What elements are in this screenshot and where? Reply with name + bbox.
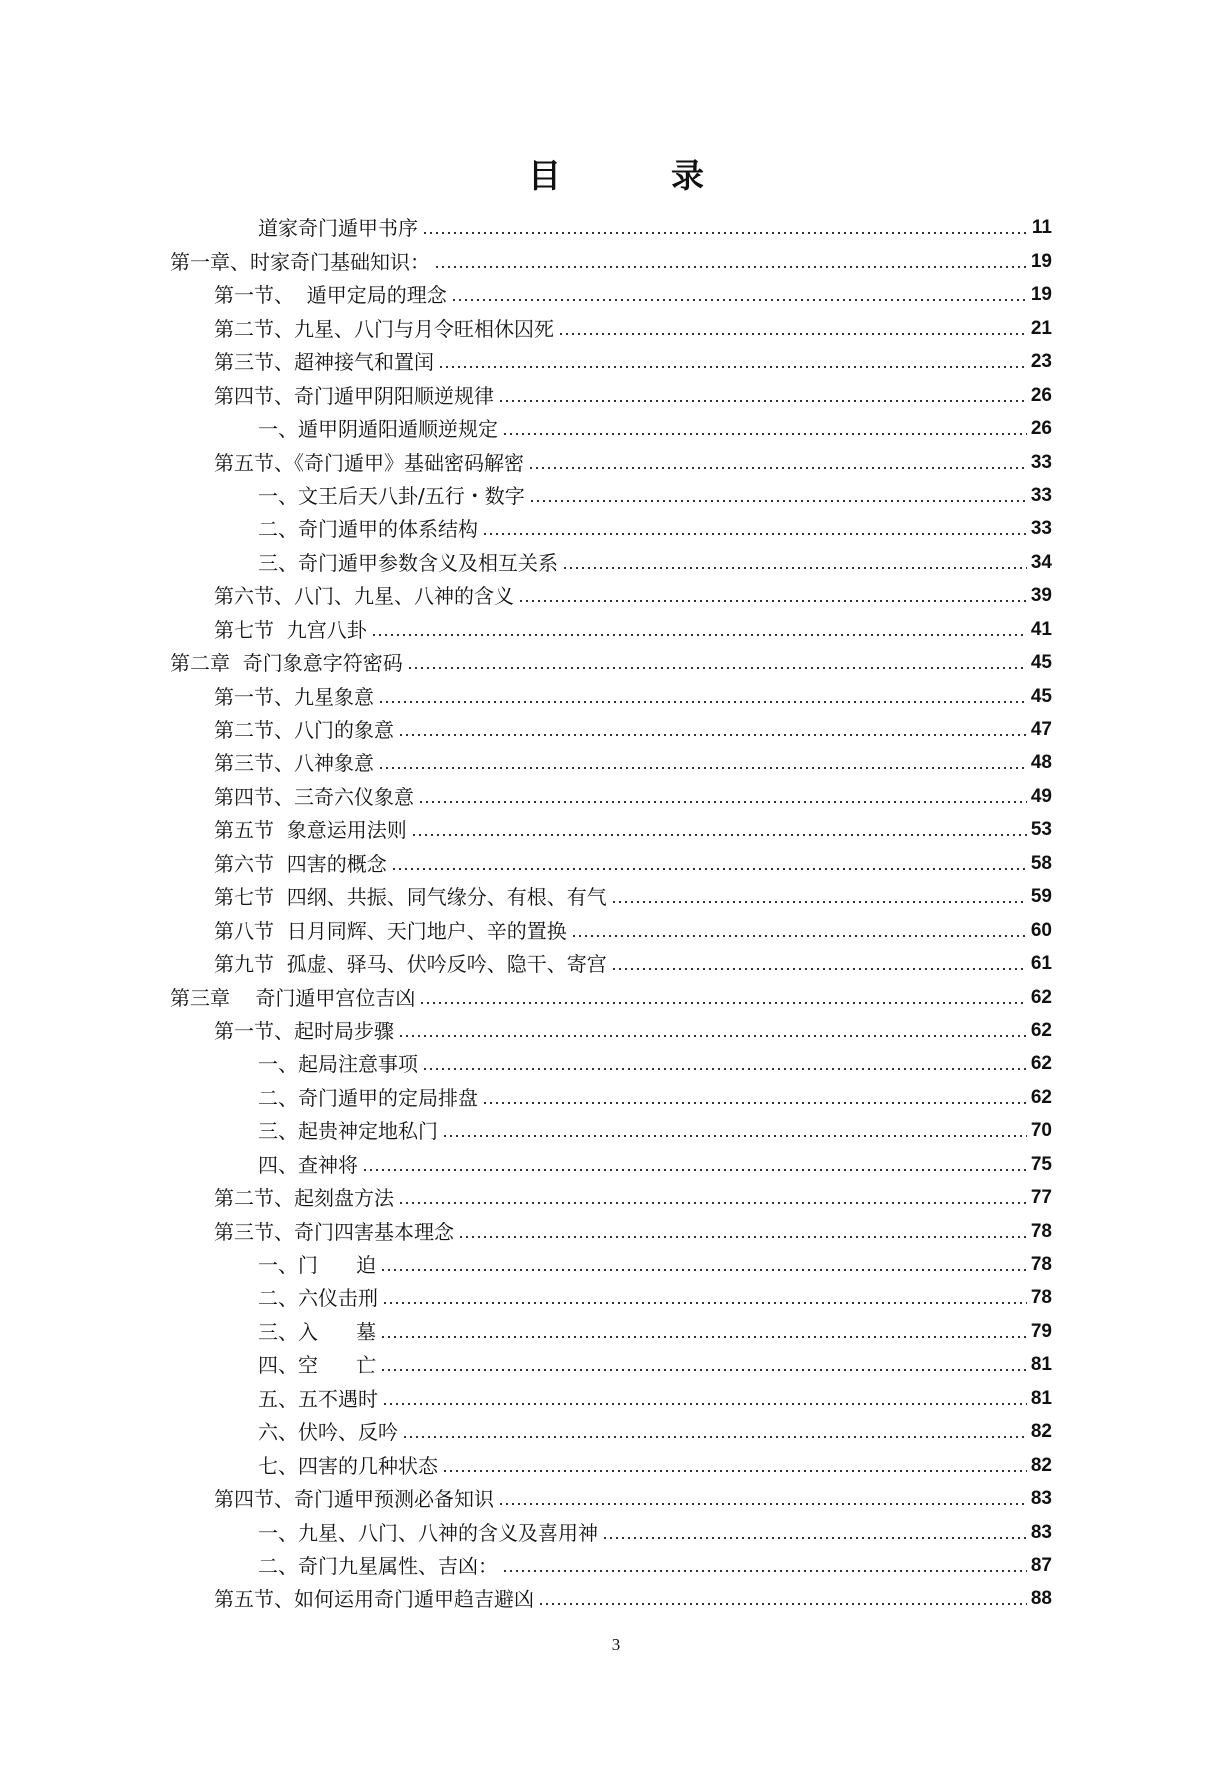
toc-entry[interactable] [0, 645, 1232, 678]
dot-leader [442, 1470, 1027, 1472]
toc-entry-page-number: 49 [1030, 785, 1052, 807]
toc-entry[interactable] [0, 210, 1232, 243]
dot-leader [482, 533, 1027, 535]
dot-leader [419, 1002, 1026, 1004]
dot-leader [502, 1570, 1027, 1572]
toc-entry[interactable] [0, 1113, 1232, 1146]
dot-leader [378, 767, 1027, 769]
toc-entry[interactable] [0, 712, 1232, 745]
toc-entry-page-number: 60 [1030, 919, 1052, 941]
toc-entry[interactable] [0, 344, 1232, 377]
toc-entry[interactable] [0, 1180, 1232, 1213]
toc-entry[interactable] [0, 1213, 1232, 1246]
toc-entry-title: 一、起局注意事项 [258, 1052, 418, 1077]
toc-entry-title: 第三章 奇门遁甲宫位吉凶 [170, 985, 416, 1010]
dot-leader [602, 1537, 1027, 1539]
dot-leader [398, 1035, 1027, 1037]
toc-entry[interactable] [0, 1247, 1232, 1280]
dot-leader [407, 667, 1027, 669]
dot-leader [558, 333, 1027, 335]
toc-entry-title: 第四节、奇门遁甲预测必备知识 [214, 1487, 494, 1512]
dot-leader [398, 734, 1027, 736]
dot-leader [398, 1202, 1027, 1204]
toc-entry-title: 第六节、八门、九星、八神的含义 [214, 584, 514, 609]
dot-leader [562, 567, 1027, 569]
page-title-part: 目 [528, 156, 561, 195]
toc-entry-page-number: 81 [1030, 1354, 1052, 1376]
toc-entry-title: 第三节、超神接气和置闰 [214, 350, 434, 375]
toc-entry-page-number: 26 [1030, 384, 1052, 406]
toc-entry-page-number: 61 [1030, 953, 1052, 975]
toc-entry-title: 一、遁甲阴遁阳遁顺逆规定 [258, 417, 498, 442]
toc-entry-page-number: 45 [1030, 652, 1052, 674]
toc-entry[interactable] [0, 444, 1232, 477]
toc-entry[interactable] [0, 544, 1232, 577]
dot-leader [411, 834, 1027, 836]
dot-leader [502, 433, 1027, 435]
toc-entry-title: 第九节 孤虚、驿马、伏吟反吟、隐干、寄宫 [214, 952, 607, 977]
page-title [0, 150, 1232, 197]
toc-entry[interactable] [0, 912, 1232, 945]
toc-entry-title: 第一节、九星象意 [214, 684, 374, 709]
dot-leader [378, 701, 1027, 703]
toc-entry[interactable] [0, 1280, 1232, 1313]
toc-entry[interactable] [0, 1481, 1232, 1514]
toc-entry-title: 二、奇门遁甲的体系结构 [258, 517, 478, 542]
toc-entry-title: 一、门 迫 [258, 1253, 377, 1277]
toc-entry-title: 第三节、八神象意 [214, 751, 374, 776]
toc-entry[interactable] [0, 1013, 1232, 1046]
toc-entry[interactable] [0, 946, 1232, 979]
toc-entry-page-number: 75 [1030, 1153, 1052, 1175]
toc-entry-page-number: 79 [1030, 1320, 1052, 1342]
toc-entry-title: 四、空 亡 [258, 1353, 377, 1378]
toc-entry-title: 六、伏吟、反吟 [258, 1420, 398, 1445]
dot-leader [418, 801, 1027, 803]
toc-entry-title: 第六节 四害的概念 [214, 851, 387, 876]
toc-entry-page-number: 47 [1030, 719, 1052, 740]
toc-entry-page-number: 78 [1030, 1287, 1052, 1309]
page-number: 3 [611, 1635, 621, 1654]
toc-entry[interactable] [0, 845, 1232, 878]
dot-leader [498, 400, 1027, 402]
toc-entry-title: 二、奇门九星属性、吉凶： [258, 1553, 498, 1578]
toc-entry-title: 四、查神将 [258, 1152, 358, 1177]
dot-leader [538, 1603, 1027, 1605]
toc-entry-page-number: 39 [1030, 585, 1052, 607]
toc-entry-page-number: 83 [1030, 1488, 1052, 1510]
toc-entry-page-number: 58 [1030, 852, 1052, 874]
dot-leader [529, 500, 1027, 502]
toc-entry-page-number: 34 [1030, 551, 1052, 573]
toc-entry-page-number: 62 [1030, 1086, 1052, 1108]
toc-entry-title: 第五节、《奇门遁甲》基础密码解密 [214, 450, 524, 475]
dot-leader [402, 1436, 1027, 1438]
toc-entry[interactable] [0, 1146, 1232, 1179]
toc-entry-title: 第五节 象意运用法则 [214, 818, 407, 843]
toc-entry-page-number: 33 [1030, 518, 1052, 540]
toc-entry-title: 道家奇门遁甲书序 [258, 216, 418, 241]
dot-leader [382, 1403, 1027, 1405]
toc-entry-title: 第七节 九宫八卦 [214, 617, 367, 642]
toc-entry-page-number: 23 [1030, 351, 1052, 373]
toc-entry-page-number: 45 [1030, 685, 1052, 707]
toc-entry-title: 三、入 墓 [258, 1319, 377, 1344]
toc-entry[interactable] [0, 1313, 1232, 1346]
toc-entry-page-number: 62 [1030, 1019, 1052, 1041]
toc-entry-page-number: 78 [1030, 1220, 1052, 1242]
toc-entry-page-number: 62 [1030, 986, 1052, 1008]
toc-entry[interactable] [0, 1046, 1232, 1079]
toc-entry[interactable] [0, 243, 1232, 276]
dot-leader [518, 600, 1027, 602]
toc-entry-page-number: 77 [1030, 1187, 1052, 1209]
toc-entry-page-number: 26 [1030, 418, 1052, 440]
toc-entry[interactable] [0, 1380, 1232, 1413]
toc-entry-title: 第七节 四纲、共振、同气缘分、有根、有气 [214, 885, 607, 910]
toc-entry[interactable] [0, 979, 1232, 1012]
toc-entry[interactable] [0, 511, 1232, 544]
dot-leader [391, 868, 1027, 870]
toc-entry[interactable] [0, 611, 1232, 644]
toc-entry-title: 七、四害的几种状态 [258, 1453, 438, 1478]
toc-entry[interactable] [0, 1414, 1232, 1447]
toc-entry-page-number: 41 [1030, 618, 1052, 640]
toc-entry[interactable] [0, 812, 1232, 845]
toc-entry-title: 第二节、九星、八门与月令旺相休囚死 [214, 316, 554, 341]
page-title-part: 录 [671, 156, 704, 195]
toc-entry-title: 第一节、起时局步骤 [214, 1018, 394, 1043]
toc-entry-title: 第八节 日月同辉、天门地户、辛的置换 [214, 918, 567, 943]
toc-entry-page-number: 82 [1030, 1421, 1052, 1443]
dot-leader [380, 1369, 1027, 1371]
toc-entry-page-number: 11 [1031, 217, 1052, 239]
toc-entry-page-number: 87 [1030, 1554, 1052, 1576]
dot-leader [458, 1236, 1027, 1238]
toc-entry[interactable] [0, 478, 1232, 511]
toc-entry[interactable] [0, 1514, 1232, 1547]
toc-entry[interactable] [0, 578, 1232, 611]
dot-leader [434, 266, 1027, 268]
toc-entry[interactable] [0, 277, 1232, 310]
dot-leader [482, 1102, 1027, 1104]
toc-entry-title: 第四节、奇门遁甲阴阳顺逆规律 [214, 383, 494, 408]
toc-entry[interactable] [0, 879, 1232, 912]
dot-leader [438, 366, 1027, 368]
toc-entry-title: 第二节、起刻盘方法 [214, 1186, 394, 1211]
toc-entry-page-number: 33 [1030, 484, 1052, 506]
dot-leader [528, 467, 1027, 469]
dot-leader [422, 1068, 1027, 1070]
toc-entry[interactable] [0, 1347, 1232, 1380]
dot-leader [382, 1302, 1027, 1304]
dot-leader [611, 968, 1027, 970]
toc-entry-page-number: 81 [1030, 1387, 1052, 1409]
toc-entry[interactable] [0, 1079, 1232, 1112]
toc-entry[interactable] [0, 1548, 1232, 1581]
dot-leader [442, 1135, 1027, 1137]
toc-entry-page-number: 88 [1030, 1588, 1052, 1610]
toc-entry[interactable] [0, 1581, 1232, 1614]
toc-entry-title: 第五节、如何运用奇门遁甲趋吉避凶 [214, 1587, 534, 1612]
toc-entry-page-number: 21 [1030, 317, 1052, 339]
toc-entry-title: 二、奇门遁甲的定局排盘 [258, 1085, 478, 1110]
toc-entry-title: 第二节、八门的象意 [214, 718, 394, 742]
toc-entry-page-number: 48 [1030, 752, 1052, 774]
toc-entry[interactable] [0, 377, 1232, 410]
dot-leader [451, 299, 1027, 301]
dot-leader [611, 901, 1027, 903]
table-of-contents [0, 210, 1232, 1614]
toc-entry-page-number: 33 [1030, 451, 1052, 473]
toc-entry-title: 第一章、时家奇门基础知识： [170, 249, 430, 274]
toc-entry-page-number: 53 [1030, 819, 1052, 841]
toc-entry[interactable] [0, 310, 1232, 343]
toc-entry-page-number: 59 [1030, 886, 1052, 908]
toc-entry[interactable] [0, 1447, 1232, 1480]
toc-entry-page-number: 19 [1030, 250, 1052, 272]
dot-leader [571, 935, 1027, 937]
toc-entry-title: 三、奇门遁甲参数含义及相互关系 [258, 550, 558, 575]
dot-leader [371, 634, 1027, 636]
toc-entry-title: 三、起贵神定地私门 [258, 1119, 438, 1144]
toc-entry[interactable] [0, 778, 1232, 811]
toc-entry-title: 五、五不遇时 [258, 1386, 378, 1411]
toc-entry-title: 第二章 奇门象意字符密码 [170, 651, 403, 676]
toc-entry-title: 第一节、 遁甲定局的理念 [214, 283, 447, 308]
dot-leader [498, 1503, 1027, 1505]
toc-entry-page-number: 62 [1030, 1053, 1052, 1075]
toc-entry[interactable] [0, 745, 1232, 778]
toc-entry-title: 第三节、奇门四害基本理念 [214, 1219, 454, 1244]
toc-entry-page-number: 19 [1030, 284, 1052, 306]
toc-entry-title: 第四节、三奇六仪象意 [214, 784, 414, 809]
toc-entry-page-number: 70 [1030, 1120, 1052, 1142]
toc-entry-title: 一、九星、八门、八神的含义及喜用神 [258, 1520, 598, 1545]
toc-entry-page-number: 78 [1030, 1254, 1052, 1275]
dot-leader [380, 1269, 1027, 1271]
dot-leader [422, 232, 1028, 234]
dot-leader [362, 1169, 1027, 1171]
toc-entry-title: 二、六仪击刑 [258, 1286, 378, 1311]
toc-entry[interactable] [0, 678, 1232, 711]
toc-entry-page-number: 83 [1030, 1521, 1052, 1543]
toc-entry-title: 一、文王后天八卦/五行・数字 [258, 483, 525, 508]
toc-entry-page-number: 82 [1030, 1454, 1052, 1476]
dot-leader [380, 1336, 1027, 1338]
toc-entry[interactable] [0, 411, 1232, 444]
